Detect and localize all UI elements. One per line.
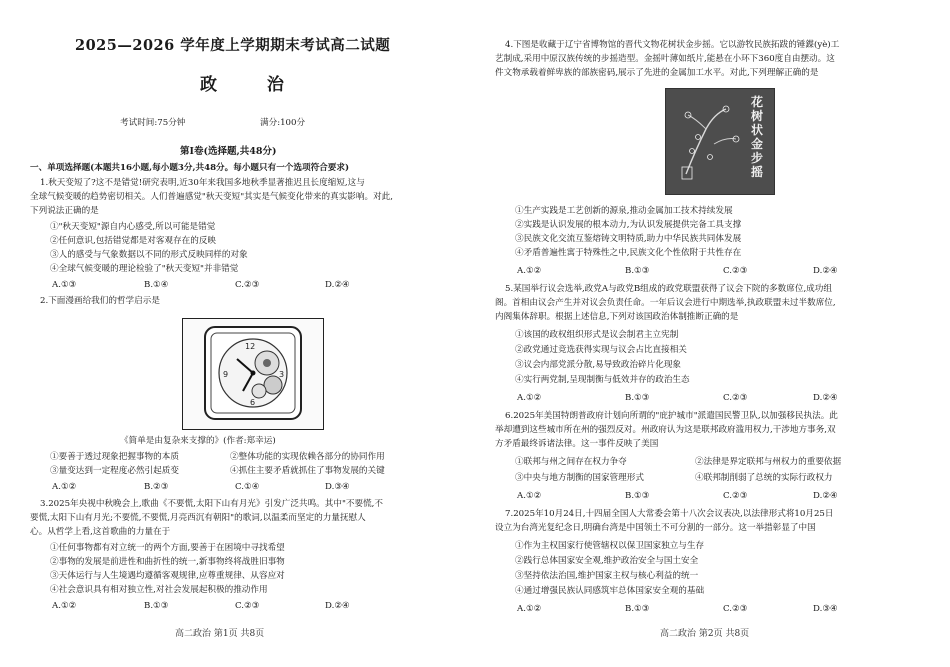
q5-choice-c[interactable]: C.②③ — [723, 393, 748, 403]
q2-item: ④抓住主要矛盾就抓住了事物发展的关键 — [230, 466, 385, 476]
q5-stem-line: 阁。首相由议会产生并对议会负责任命。一年后议会进行中期选举,执政联盟未过半数席位, — [495, 298, 836, 308]
q6-item: ④联邦制削弱了总统的实际行政权力 — [695, 473, 833, 483]
q3-choice-b[interactable]: B.①③ — [144, 601, 169, 611]
svg-text:9: 9 — [223, 370, 229, 379]
q1-stem-line: 全球气候变暖的趋势密切相关。人们普遍感觉"秋天变短"其实是气候变化带来的真实影响。对此, — [30, 192, 393, 202]
q4-choice-c[interactable]: C.②③ — [723, 266, 748, 276]
q4-choice-a[interactable]: A.①② — [517, 266, 542, 276]
q1-choice-b[interactable]: B.①④ — [144, 280, 169, 290]
q6-item: ②法律是界定联邦与州权力的重要依据 — [695, 457, 842, 467]
section-one-heading: 一、单项选择题(本题共16小题,每小题3分,共48分。每小题只有一个选项符合要求) — [30, 163, 350, 173]
exam-score: 满分:100分 — [260, 118, 306, 128]
q1-stem-line: 下列说法正确的是 — [30, 206, 99, 216]
q5-choice-b[interactable]: B.①③ — [625, 393, 650, 403]
q3-item: ①任何事物都有对立统一的两个方面,要善于在困境中寻找希望 — [50, 543, 285, 553]
q4-item: ④矛盾普遍性寓于特殊性之中,民族文化个性依附于共性存在 — [515, 248, 742, 258]
q3-stem-line: 3.2025年央视中秋晚会上,歌曲《不要慌,太阳下山有月光》引发广泛共鸣。其中"不要慌,不 — [40, 499, 384, 509]
q3-choice-d[interactable]: D.②④ — [325, 601, 350, 611]
q6-stem-line: 6.2025年美国特朗普政府计划向所谓的"庇护城市"派遣国民警卫队,以加强移民执法。此 — [505, 411, 838, 421]
q6-stem-line: 举却遭到这些城市所在州的强烈反对。州政府认为这是联邦政府滥用权力,干涉地方事务,双 — [495, 425, 836, 435]
q5-choice-d[interactable]: D.②④ — [813, 393, 838, 403]
q2-item: ①要善于透过现象把握事物的本质 — [50, 452, 179, 462]
q5-stem-line: 内阁集体辞职。根据上述信息,下列对该国政治体制推断正确的是 — [495, 312, 739, 322]
q1-item: ④全球气候变暖的理论检验了"秋天变短"并非错觉 — [50, 264, 239, 274]
q6-item: ③中央与地方制衡的国家管理形式 — [515, 473, 644, 483]
right-page — [495, 0, 935, 667]
q5-item: ①该国的政权组织形式是议会制君主立宪制 — [515, 330, 679, 340]
q1-choice-a[interactable]: A.①③ — [52, 280, 77, 290]
q7-item: ①作为主权国家行使管辖权以保卫国家独立与生存 — [515, 541, 705, 551]
q7-choice-c[interactable]: C.②③ — [723, 604, 748, 614]
q1-item: ②任何意识,包括错觉都是对客观存在的反映 — [50, 236, 217, 246]
gold-ornament-caption: 花树状金步摇 — [751, 95, 764, 179]
subject-title: 政 治 — [200, 75, 306, 95]
q7-choice-b[interactable]: B.①③ — [625, 604, 650, 614]
q5-choice-a[interactable]: A.①② — [517, 393, 542, 403]
q1-item: ③人的感受与气象数据以不同的形式反映同样的对象 — [50, 250, 248, 260]
page-footer-1: 高二政治 第1页 共8页 — [175, 629, 265, 639]
q6-stem-line: 方矛盾最终诉诸法律。这一事件反映了美国 — [495, 439, 659, 449]
q4-item: ①生产实践是工艺创新的源泉,推动金属加工技术持续发展 — [515, 206, 733, 216]
q2-choice-d[interactable]: D.③④ — [325, 482, 350, 492]
q3-choice-a[interactable]: A.①② — [52, 601, 77, 611]
q2-choice-c[interactable]: C.①④ — [235, 482, 260, 492]
q2-stem: 2.下面漫画给我们的哲学启示是 — [40, 296, 160, 306]
q2-choice-a[interactable]: A.①② — [52, 482, 77, 492]
q4-choice-d[interactable]: D.②④ — [813, 266, 838, 276]
q3-item: ④社会意识具有相对独立性,对社会发展起积极的推动作用 — [50, 585, 268, 595]
q5-item: ②政党通过竞选获得实现与议会占比直接相关 — [515, 345, 687, 355]
q2-choice-b[interactable]: B.②③ — [144, 482, 169, 492]
q4-stem-line: 件文物承载着鲜卑族的部族密码,展示了先进的金属加工水平。对此,下列理解正确的是 — [495, 68, 819, 78]
q6-choice-a[interactable]: A.①② — [517, 491, 542, 501]
svg-text:12: 12 — [245, 342, 256, 351]
exam-title: 2025—2026 学年度上学期期末考试高二试题 — [75, 37, 391, 54]
q1-stem-line: 1.秋天变短了?这不是错觉!研究表明,近30年来我国多地秋季显著推迟且长度缩短,这与 — [40, 178, 365, 188]
cartoon-clock-figure — [182, 318, 324, 430]
q7-item: ②践行总体国家安全观,维护政治安全与国土安全 — [515, 556, 699, 566]
q3-stem-line: 心。从哲学上看,这首歌曲的力量在于 — [30, 527, 171, 537]
q3-item: ③天体运行与人生境遇均遵循客观规律,应尊重规律、从容应对 — [50, 571, 285, 581]
q4-item: ③民族文化交流互鉴熔铸文明特质,助力中华民族共同体发展 — [515, 234, 742, 244]
part-one-heading: 第Ⅰ卷(选择题,共48分) — [180, 146, 277, 157]
q4-stem-line: 4.下图是收藏于辽宁省博物馆的晋代文物花树状金步摇。它以游牧民族拓跋的锤鍱(yè)工 — [505, 40, 840, 50]
q7-choice-d[interactable]: D.③④ — [813, 604, 838, 614]
gold-ornament-photo — [665, 88, 775, 195]
q7-stem-line: 设立为台湾光复纪念日,明确台湾是中国领土不可分割的一部分。这一举措彰显了中国 — [495, 523, 816, 533]
clock-gears-illustration — [183, 319, 323, 429]
q2-item: ③量变达到一定程度必然引起质变 — [50, 466, 179, 476]
q3-choice-c[interactable]: C.②③ — [235, 601, 260, 611]
q3-item: ②事物的发展是前进性和曲折性的统一,新事物终将战胜旧事物 — [50, 557, 285, 567]
q5-item: ④实行两党制,呈现制衡与低效并存的政治生态 — [515, 375, 690, 385]
q6-choice-b[interactable]: B.①③ — [625, 491, 650, 501]
q5-stem-line: 5.某国举行议会选举,政党A与政党B组成的政党联盟获得了议会下院的多数席位,成功组 — [505, 284, 832, 294]
q4-item: ②实践是认识发展的根本动力,为认识发展提供完备工具支撑 — [515, 220, 742, 230]
q7-item: ③坚持依法治国,维护国家主权与核心利益的统一 — [515, 571, 699, 581]
q2-item: ②整体功能的实现依赖各部分的协同作用 — [230, 452, 385, 462]
q4-choice-b[interactable]: B.①③ — [625, 266, 650, 276]
exam-time: 考试时间:75分钟 — [120, 118, 186, 128]
q4-stem-line: 艺制成,采用中原汉族传统的步摇造型。金摇叶薄如纸片,能悬在小环下360度自由摆动。这 — [495, 54, 835, 64]
q1-choice-d[interactable]: D.②④ — [325, 280, 350, 290]
svg-text:3: 3 — [279, 370, 285, 379]
q5-item: ③议会内部党派分散,易导致政治碎片化现象 — [515, 360, 682, 370]
q6-choice-d[interactable]: D.②④ — [813, 491, 838, 501]
q7-item: ④通过增强民族认同感筑牢总体国家安全观的基础 — [515, 586, 705, 596]
cartoon-caption: 《简单是由复杂来支撑的》(作者:郑幸运) — [120, 436, 276, 446]
page-footer-2: 高二政治 第2页 共8页 — [660, 629, 750, 639]
q3-stem-line: 要慌,太阳下山有月光;不要慌,不要慌,月亮西沉有朝阳"的歌词,以温柔而坚定的力量抚慰人 — [30, 513, 366, 523]
q1-choice-c[interactable]: C.②③ — [235, 280, 260, 290]
svg-text:6: 6 — [250, 398, 256, 407]
left-page — [30, 0, 470, 667]
q7-stem-line: 7.2025年10月24日,十四届全国人大常委会第十八次会议表决,以法律形式将10月25日 — [505, 509, 834, 519]
q6-item: ①联邦与州之间存在权力争夺 — [515, 457, 627, 467]
q6-choice-c[interactable]: C.②③ — [723, 491, 748, 501]
q1-item: ①"秋天变短"源自内心感受,所以可能是错觉 — [50, 222, 216, 232]
q7-choice-a[interactable]: A.①② — [517, 604, 542, 614]
